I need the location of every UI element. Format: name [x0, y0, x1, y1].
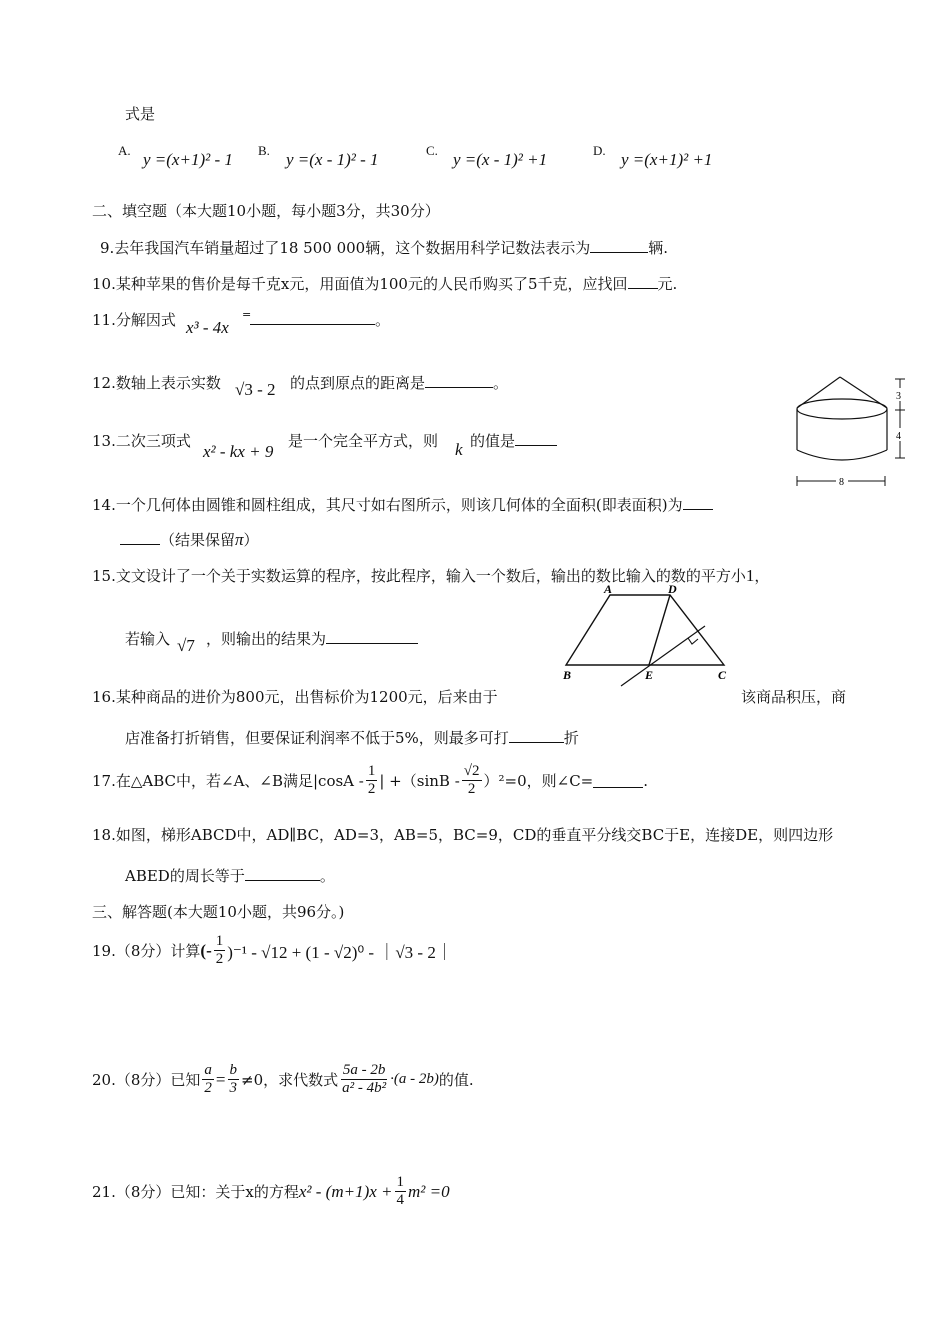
q13-mid: 是一个完全平方式，则: [288, 432, 439, 450]
label-d: D: [668, 583, 677, 596]
q19-frac: $\frac{1}{2}$: [215, 933, 224, 967]
label-a: A: [604, 583, 613, 596]
option-a-label: A.: [118, 143, 131, 158]
option-d-label: D.: [593, 143, 606, 158]
option-a-expr: y =(x+1)² - 1: [143, 150, 233, 169]
question-14: 14.一个几何体由圆锥和圆柱组成，其尺寸如右图所示，则该几何体的全面积(即表面积)为: [92, 494, 713, 515]
section-2-title: 二、填空题（本大题10小题，每小题3分，共30分）: [92, 202, 440, 220]
question-19: 19.（8分）计算 (- $\frac{1}{2}$ )⁻¹ - √12 + (1 - √2)⁰ - ｜√3 - 2｜: [92, 933, 453, 967]
q14-line2: （结果保留π）: [120, 529, 259, 550]
label-c: C: [718, 668, 727, 682]
question-11: 11.分解因式: [92, 311, 176, 329]
q15-line2-post: ，则输出的结果为: [206, 628, 418, 649]
q16-line1-post: 该商品积压，商: [741, 688, 847, 706]
q13-rest: 的值是: [470, 430, 557, 451]
question-12: 12.数轴上表示实数: [92, 374, 221, 392]
question-20: 20.（8分）已知 $\frac{a}{2}$ = $\frac{b}{3}$ ≠0，求代数式 $\frac{5a - 2b}{\text{a² - 4b²}}$ ·(a - 2b) 的值.: [92, 1062, 474, 1096]
option-c-expr: y =(x - 1)² +1: [453, 150, 548, 169]
q17-frac-1: $\frac{1}{2}$: [367, 763, 376, 797]
q11-eq: =: [242, 308, 252, 321]
question-13: 13.二次三项式: [92, 432, 191, 450]
q11-expr: x³ - 4x: [186, 318, 229, 337]
question-15: 15.文文设计了一个关于实数运算的程序，按此程序，输入一个数后，输出的数比输入的数的平方小1，: [92, 566, 770, 585]
q8-tail: 式是: [125, 105, 156, 123]
q18-line2: ABED的周长等于 。: [125, 867, 335, 885]
option-d-expr: y =(x+1)² +1: [621, 150, 713, 169]
q13-expr: x² - kx + 9: [203, 442, 274, 461]
q17-frac-2: $\frac{√2}{2}$: [463, 763, 480, 797]
label-e: E: [645, 668, 654, 682]
question-17: 17.在△ABC中，若∠A、∠B满足|cosA - $\frac{1}{2}$ | +（sinB - $\frac{√2}{2}$ ）²=0，则∠C= .: [92, 763, 649, 797]
label-b: B: [563, 668, 572, 682]
trapezoid-figure: [558, 583, 738, 693]
q15-expr: √7: [177, 636, 195, 655]
cone-cylinder-figure: [788, 370, 913, 490]
q15-line2-pre: 若输入: [125, 630, 171, 648]
option-b-label: B.: [258, 143, 270, 158]
section-3-title: 三、解答题(本大题10小题，共96分。): [92, 903, 345, 921]
dim-8-label: 8: [839, 477, 844, 488]
q12-rest: 的点到原点的距离是 。: [290, 374, 509, 392]
dim-3-label: 3: [896, 391, 901, 402]
question-21: 21.（8分）已知：关于x的方程 x² - (m+1)x + $\frac{1}{4}$ m² =0: [92, 1174, 450, 1208]
option-b-expr: y =(x - 1)² - 1: [286, 150, 379, 169]
question-10: 10.某种苹果的售价是每千克x元，用面值为100元的人民币购买了5千克，应找回 元.: [92, 275, 678, 293]
q13-var: k: [455, 440, 463, 459]
question-9: 9.去年我国汽车销量超过了18 500 000辆，这个数据用科学记数法表示为 辆.: [100, 239, 668, 257]
option-c-label: C.: [426, 143, 438, 158]
question-16: 16.某种商品的进价为800元，出售标价为1200元，后来由于: [92, 688, 498, 706]
q12-expr: √3 - 2: [235, 380, 276, 399]
question-18: 18.如图，梯形ABCD中，AD∥BC，AD=3，AB=5，BC=9，CD的垂直平分线交BC于E，连接DE，则四边形: [92, 826, 834, 844]
dim-4-label: 4: [896, 431, 901, 442]
q11-answer: 。: [250, 309, 390, 330]
q16-line2: 店准备打折销售，但要保证利润率不低于5%，则最多可打 折: [125, 729, 579, 747]
